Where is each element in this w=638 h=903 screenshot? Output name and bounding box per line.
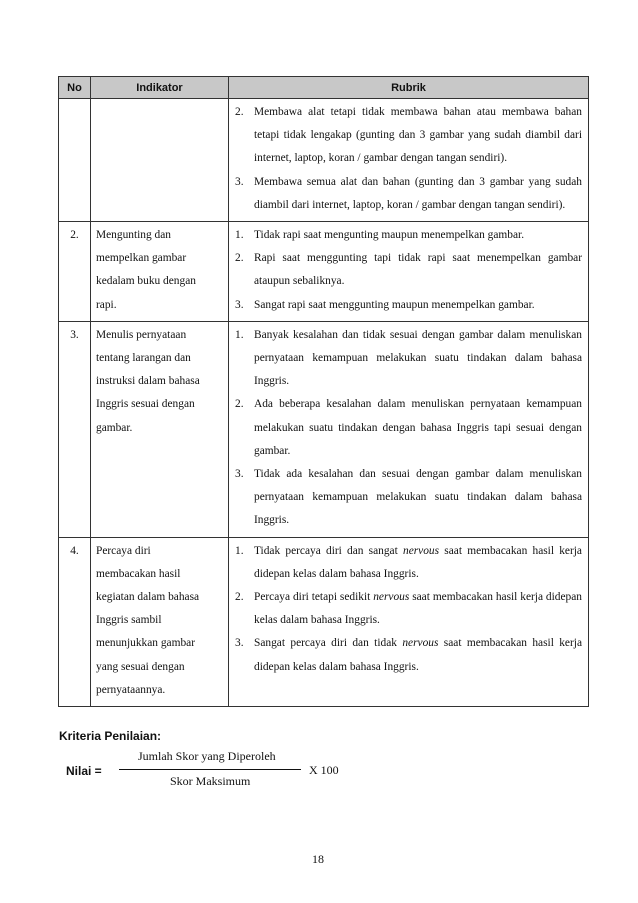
rubric-item-number: 1.	[235, 328, 244, 341]
table-header-row	[59, 77, 589, 99]
indicator-line: tentang larangan dan	[96, 352, 191, 365]
rubric-item	[233, 540, 582, 586]
rubric-item-emphasis: nervous	[373, 591, 410, 604]
rubric-item-text: Rapi saat menggunting tapi tidak rapi saat menempelkan gambar ataupun sebaliknya.	[254, 252, 582, 288]
header-rubrik: Rubrik	[229, 77, 589, 99]
rubric-item-number: 3.	[235, 175, 244, 188]
indicator-line: pernyataannya.	[96, 683, 166, 696]
rubric-item-number: 2.	[235, 398, 244, 411]
rubric-item-text: saat membacakan hasil kerja didepan kelas dalam bahasa Inggris.	[254, 591, 582, 627]
indicator-line: Percaya diri	[96, 544, 151, 557]
rubric-item-text: Ada beberapa kesalahan dalam menuliskan pernyataan kemampuan melakukan suatu tindakan dengan bahasa Inggris tapi sesuai dengan gambar.	[254, 398, 582, 457]
rubric-cell	[229, 537, 589, 706]
indicator-line: rapi.	[96, 298, 117, 311]
rubric-cell	[229, 99, 589, 222]
page-number: 18	[312, 852, 324, 866]
indicator-cell	[91, 222, 229, 322]
rubric-item	[233, 324, 582, 394]
rubric-item-emphasis: nervous	[403, 544, 440, 557]
row-number: 4.	[59, 537, 91, 706]
rubric-item-text: Percaya diri tetapi sedikit	[254, 591, 374, 604]
rubric-item	[233, 632, 582, 678]
formula-multiplier: X 100	[309, 763, 339, 777]
rubric-cell	[229, 321, 589, 537]
table-row	[59, 99, 589, 222]
indicator-cell	[91, 321, 229, 537]
rubric-item-text: Sangat rapi saat menggunting maupun menempelkan gambar.	[254, 298, 535, 311]
fraction-line	[119, 769, 301, 770]
indicator-line: gambar.	[96, 421, 133, 434]
rubric-table	[58, 76, 589, 707]
indicator-line: Inggris sambil	[96, 614, 162, 627]
criteria-title: Kriteria Penilaian:	[59, 729, 162, 743]
header-no: No	[59, 77, 91, 99]
rubric-item	[233, 463, 582, 533]
rubric-item-number: 2.	[235, 591, 244, 604]
rubric-list	[233, 101, 582, 217]
indicator-line: membacakan hasil	[96, 567, 181, 580]
indicator-line: instruksi dalam bahasa	[96, 375, 200, 388]
score-label: Nilai =	[66, 764, 102, 778]
rubric-item-text: Tidak rapi saat mengunting maupun menempelkan gambar.	[254, 229, 525, 242]
rubric-item-text: saat membacakan hasil kerja didepan kelas dalam bahasa Inggris.	[254, 544, 582, 580]
rubric-item	[233, 171, 582, 217]
indicator-line: kegiatan dalam bahasa	[96, 591, 200, 604]
rubric-item-text: Banyak kesalahan dan tidak sesuai dengan gambar dalam menuliskan pernyataan kemampuan melakukan suatu tindakan dalam bahasa Inggris.	[254, 328, 582, 388]
indicator-line: Menulis pernyataan	[96, 328, 187, 341]
rubric-cell	[229, 222, 589, 322]
rubric-item-number: 2.	[235, 106, 244, 118]
rubric-item-emphasis: nervous	[402, 637, 439, 650]
indicator-cell	[91, 99, 229, 222]
rubric-list	[233, 324, 582, 533]
indicator-line: menunjukkan gambar	[96, 637, 196, 650]
indicator-line: mempelkan gambar	[96, 252, 187, 265]
table-body	[59, 99, 589, 707]
row-number: 3.	[59, 321, 91, 537]
indicator-line: Inggris sesuai dengan	[96, 398, 195, 411]
table-row	[59, 537, 589, 706]
row-number: 2.	[59, 222, 91, 322]
rubric-item-number: 3.	[235, 298, 244, 311]
rubric-item-text: Tidak percaya diri dan sangat	[254, 544, 403, 557]
rubric-item	[233, 294, 582, 317]
rubric-item-text: Sangat percaya diri dan tidak	[254, 637, 403, 650]
rubric-item-number: 1.	[235, 229, 244, 242]
rubric-item-text: Membawa semua alat dan bahan (gunting dan 3 gambar yang sudah diambil dari internet, laptop, koran / gambar dengan tangan sendiri).	[254, 175, 582, 211]
rubric-list	[233, 224, 582, 317]
rubric-item	[233, 101, 582, 171]
rubric-item-number: 3.	[235, 637, 244, 650]
rubric-item-number: 3.	[235, 468, 244, 481]
rubric-item-text: Membawa alat tetapi tidak membawa bahan atau membawa bahan tetapi tidak lengakap (gunting dan 3 gambar yang sudah diambil dari internet, laptop, koran / gambar dengan tangan sendiri).	[254, 106, 582, 165]
formula-numerator: Jumlah Skor yang Diperoleh	[138, 749, 276, 763]
formula-denominator: Skor Maksimum	[170, 774, 251, 788]
indicator-cell	[91, 537, 229, 706]
indicator-line: kedalam buku dengan	[96, 275, 196, 288]
rubric-item	[233, 586, 582, 632]
header-indikator: Indikator	[91, 77, 229, 99]
indicator-line: yang sesuai dengan	[96, 660, 185, 673]
indicator-line: Mengunting dan	[96, 229, 171, 242]
rubric-item-text: Tidak ada kesalahan dan sesuai dengan gambar dalam menuliskan pernyataan kemampuan melakukan suatu tindakan dalam bahasa Inggris.	[254, 468, 582, 527]
rubric-item-number: 1.	[235, 544, 244, 557]
rubric-item-number: 2.	[235, 252, 244, 265]
rubric-item	[233, 224, 582, 247]
rubric-item	[233, 393, 582, 463]
rubric-item-text: saat membacakan hasil kerja didepan kelas dalam bahasa Inggris.	[254, 637, 583, 673]
table-row	[59, 222, 589, 322]
table-row	[59, 321, 589, 537]
rubric-list	[233, 540, 582, 679]
rubric-item	[233, 247, 582, 293]
row-number	[59, 99, 91, 222]
